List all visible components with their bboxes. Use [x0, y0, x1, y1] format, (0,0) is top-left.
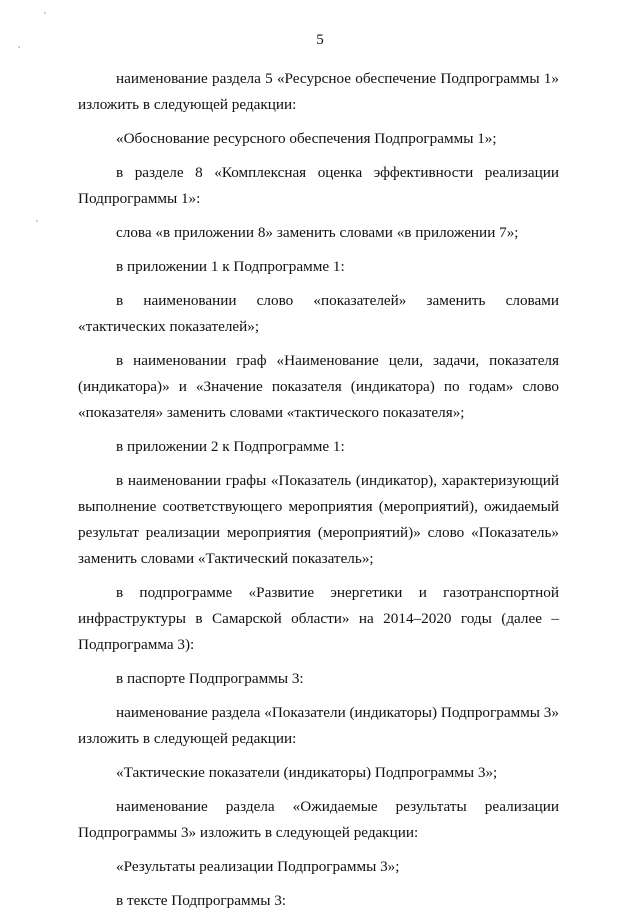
scan-speck — [36, 220, 38, 222]
document-body — [78, 66, 559, 922]
paragraph-indicators-title: в наименовании слово «показателей» заменить словами «тактических показателей»; — [78, 292, 559, 335]
page-number: 5 — [316, 32, 324, 48]
paragraph-appendix-2: в приложении 2 к Подпрограмме 1: — [116, 438, 345, 455]
paragraph-resource-justification: «Обоснование ресурсного обеспечения Подпрограммы 1»; — [116, 130, 497, 147]
paragraph-appendix-1: в приложении 1 к Подпрограмме 1: — [116, 258, 345, 275]
paragraph-replace-appendix-words: слова «в приложении 8» заменить словами «в приложении 7»; — [116, 224, 519, 241]
paragraph-section-5-title: наименование раздела 5 «Ресурсное обеспечение Подпрограммы 1» изложить в следующей редакции: — [78, 70, 559, 113]
paragraph-expected-results: наименование раздела «Ожидаемые результаты реализации Подпрограммы 3» изложить в следующей редакции: — [78, 798, 559, 841]
paragraph-passport-3: в паспорте Подпрограммы 3: — [116, 670, 304, 687]
paragraph-tactical-indicators: «Тактические показатели (индикаторы) Подпрограммы 3»; — [116, 764, 498, 781]
paragraph-subprogram-3: в подпрограмме «Развитие энергетики и газотранспортной инфраструктуры в Самарской области» на 2014–2020 годы (далее – Подпрограмма 3): — [78, 584, 559, 653]
paragraph-columns-rename: в наименовании граф «Наименование цели, задачи, показателя (индикатора)» и «Значение показателя (индикатора) по годам» слово «показателя» заменить словами «тактического показателя»; — [78, 352, 559, 421]
paragraph-section-8: в разделе 8 «Комплексная оценка эффективности реализации Подпрограммы 1»: — [78, 164, 559, 207]
paragraph-text-subprogram-3: в тексте Подпрограммы 3: — [116, 892, 287, 909]
paragraph-indicator-column: в наименовании графы «Показатель (индикатор), характеризующий выполнение соответствующего мероприятия (мероприятий), ожидаемый результат реализации мероприятия (мероприятий)» слово «Показатель» заменить словами «Тактический показатель»; — [78, 472, 559, 567]
paragraph-indicators-section: наименование раздела «Показатели (индикаторы) Подпрограммы 3» изложить в следующей редакции: — [78, 704, 559, 747]
scan-speck — [44, 12, 46, 14]
paragraph-results: «Результаты реализации Подпрограммы 3»; — [116, 858, 400, 875]
